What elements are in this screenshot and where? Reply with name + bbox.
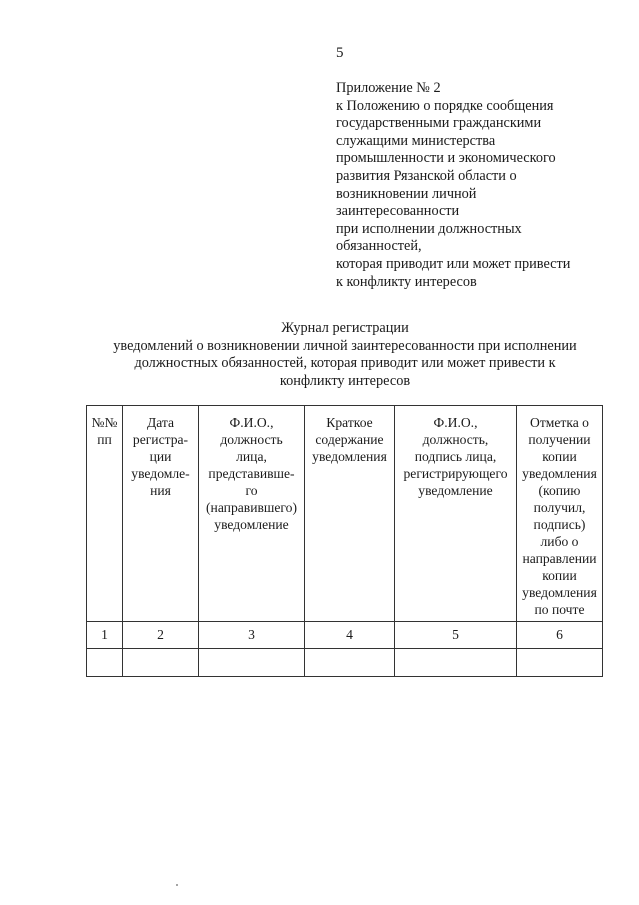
appendix-line: обязанностей, bbox=[336, 238, 422, 255]
header-text: (направившего) bbox=[206, 500, 297, 515]
header-text: копии bbox=[542, 568, 577, 583]
header-text: ции bbox=[149, 449, 172, 464]
appendix-line: заинтересованности bbox=[336, 203, 460, 220]
appendix-line: служащими министерства bbox=[336, 132, 496, 149]
empty-cell bbox=[395, 649, 517, 677]
header-text: по почте bbox=[534, 602, 585, 617]
header-text: Ф.И.О., bbox=[229, 415, 274, 430]
journal-title-line: уведомлений о возникновении личной заинтересованности при исполнении bbox=[113, 337, 577, 354]
header-text: уведомле- bbox=[131, 466, 190, 481]
header-cell-date bbox=[123, 406, 199, 622]
column-number: 6 bbox=[517, 622, 603, 649]
table-header-row bbox=[87, 406, 603, 622]
header-text: Отметка о bbox=[530, 415, 589, 430]
appendix-line: возникновении личной bbox=[336, 185, 477, 202]
appendix-line: государственными гражданскими bbox=[336, 115, 542, 132]
header-text: представивше- bbox=[208, 466, 295, 481]
journal-title-line: конфликту интересов bbox=[279, 372, 411, 389]
header-text: Дата bbox=[146, 415, 175, 430]
header-text: уведомления bbox=[522, 585, 597, 600]
appendix-line: которая приводит или может привести bbox=[336, 255, 571, 272]
page-number: 5 bbox=[336, 45, 344, 61]
appendix-line: при исполнении должностных bbox=[336, 220, 522, 237]
header-cell-registrar bbox=[395, 406, 517, 622]
header-text: го bbox=[245, 483, 258, 498]
journal-title bbox=[60, 320, 630, 390]
appendix-line: Приложение № 2 bbox=[336, 80, 441, 96]
empty-cell bbox=[305, 649, 395, 677]
header-text: должность bbox=[220, 432, 283, 447]
table-row bbox=[87, 649, 603, 677]
header-cell-receipt-mark bbox=[517, 406, 603, 622]
appendix-line: промышленности и экономического bbox=[336, 150, 556, 167]
header-text: должность, bbox=[422, 432, 489, 447]
header-text: пп bbox=[97, 432, 112, 447]
column-number-row bbox=[87, 622, 603, 649]
header-cell-submitter bbox=[199, 406, 305, 622]
journal-title-line: должностных обязанностей, которая приводит или может привести к bbox=[134, 355, 556, 372]
header-text: подпись) bbox=[533, 517, 586, 532]
header-text: копии bbox=[542, 449, 577, 464]
header-text: уведомление bbox=[214, 517, 289, 532]
scan-speck bbox=[176, 884, 178, 886]
header-text: Краткое bbox=[326, 415, 373, 430]
column-number: 5 bbox=[395, 622, 517, 649]
header-text: регистрирующего bbox=[403, 466, 508, 481]
header-text: Ф.И.О., bbox=[433, 415, 478, 430]
header-cell-number bbox=[87, 406, 123, 622]
registration-table bbox=[86, 405, 603, 677]
header-text: (копию bbox=[538, 483, 581, 498]
empty-cell bbox=[517, 649, 603, 677]
header-text: направлении bbox=[522, 551, 597, 566]
empty-cell bbox=[123, 649, 199, 677]
header-cell-summary bbox=[305, 406, 395, 622]
header-text: лица, bbox=[236, 449, 267, 464]
column-number: 3 bbox=[199, 622, 305, 649]
empty-cell bbox=[199, 649, 305, 677]
journal-title-line: Журнал регистрации bbox=[281, 320, 409, 336]
header-text: уведомление bbox=[418, 483, 493, 498]
header-text: получил, bbox=[533, 500, 586, 515]
appendix-line: к конфликту интересов bbox=[336, 273, 477, 290]
appendix-line: к Положению о порядке сообщения bbox=[336, 97, 554, 114]
header-text: ния bbox=[150, 483, 171, 498]
empty-cell bbox=[87, 649, 123, 677]
column-number: 2 bbox=[123, 622, 199, 649]
header-text: содержание bbox=[315, 432, 384, 447]
header-text: уведомления bbox=[522, 466, 597, 481]
column-number: 1 bbox=[87, 622, 123, 649]
appendix-note bbox=[336, 80, 606, 291]
column-number: 4 bbox=[305, 622, 395, 649]
header-text: либо о bbox=[540, 534, 579, 549]
header-text: уведомления bbox=[312, 449, 387, 464]
header-text: подпись лица, bbox=[414, 449, 497, 464]
appendix-line: развития Рязанской области о bbox=[336, 167, 517, 184]
header-text: регистра- bbox=[132, 432, 189, 447]
header-text: №№ bbox=[91, 415, 118, 430]
header-text: получении bbox=[528, 432, 591, 447]
